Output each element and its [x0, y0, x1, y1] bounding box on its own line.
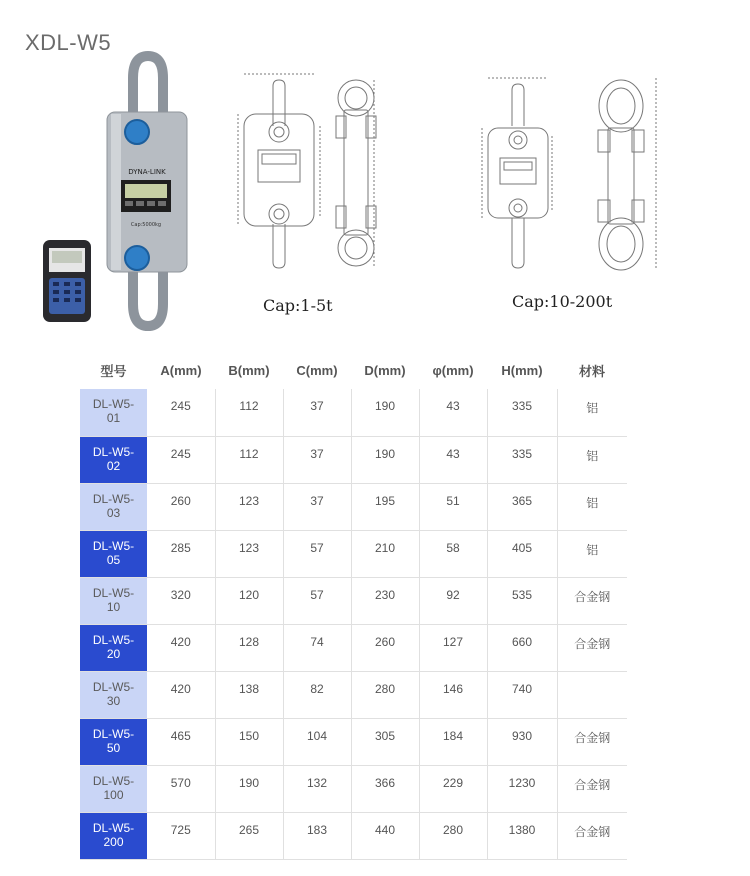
header-h: H(mm) [501, 363, 543, 378]
cell-d: 305 [351, 718, 419, 765]
cell-phi: 43 [419, 389, 487, 436]
cell-material: 合金钢 [557, 624, 627, 671]
cell-c: 183 [283, 812, 351, 859]
cell-h: 930 [487, 718, 557, 765]
cell-phi: 58 [419, 530, 487, 577]
cell-model [80, 765, 147, 812]
cell-h: 535 [487, 577, 557, 624]
model-prefix: DL-W5- [92, 632, 135, 647]
bottom-bolt-icon [125, 246, 149, 270]
cell-b: 138 [215, 671, 283, 718]
cell-model [80, 483, 147, 530]
model-suffix: 20 [106, 646, 121, 661]
diagram-large-capacity [478, 66, 663, 276]
device-brand: DYNA-LINK [128, 168, 166, 176]
model-suffix: 10 [106, 599, 121, 614]
cell-b: 190 [215, 765, 283, 812]
cell-c: 37 [283, 483, 351, 530]
cell-d: 366 [351, 765, 419, 812]
header-phi: φ(mm) [432, 363, 474, 378]
cell-a: 465 [147, 718, 215, 765]
table-row [80, 530, 627, 577]
cell-material: 铝 [557, 530, 627, 577]
model-suffix: 02 [106, 458, 121, 473]
cell-model [80, 436, 147, 483]
cell-c: 74 [283, 624, 351, 671]
header-a: A(mm) [160, 363, 202, 378]
cell-material: 铝 [557, 436, 627, 483]
top-bolt-icon [125, 120, 149, 144]
cell-d: 230 [351, 577, 419, 624]
cell-a: 420 [147, 624, 215, 671]
handheld-remote [43, 240, 91, 322]
cell-c: 57 [283, 530, 351, 577]
cell-a: 245 [147, 389, 215, 436]
diagram-small-capacity [228, 66, 378, 276]
cell-a: 285 [147, 530, 215, 577]
table-row [80, 624, 627, 671]
cell-d: 440 [351, 812, 419, 859]
cell-b: 123 [215, 530, 283, 577]
cell-a: 320 [147, 577, 215, 624]
model-suffix: 30 [106, 693, 121, 708]
cell-c: 104 [283, 718, 351, 765]
model-suffix: 01 [106, 411, 121, 425]
header-b: B(mm) [228, 363, 270, 378]
cell-h: 660 [487, 624, 557, 671]
model-suffix: 05 [106, 552, 121, 567]
model-prefix: DL-W5- [92, 726, 135, 741]
model-prefix: DL-W5- [92, 538, 135, 553]
cell-d: 210 [351, 530, 419, 577]
table-row [80, 812, 627, 859]
device-capacity-label: Cap:5000kg [130, 222, 162, 228]
cell-h: 1230 [487, 765, 557, 812]
cell-b: 123 [215, 483, 283, 530]
model-suffix: 50 [106, 740, 121, 755]
cell-c: 37 [283, 436, 351, 483]
cell-d: 260 [351, 624, 419, 671]
cell-c: 132 [283, 765, 351, 812]
cell-model [80, 812, 147, 859]
cell-material: 合金钢 [557, 765, 627, 812]
table-row [80, 483, 627, 530]
model-suffix: 100 [103, 787, 124, 802]
caption-small-capacity: Cap:1-5t [263, 296, 333, 315]
cell-a: 570 [147, 765, 215, 812]
model-prefix: DL-W5- [92, 820, 135, 835]
cell-h: 1380 [487, 812, 557, 859]
cell-phi: 127 [419, 624, 487, 671]
model-prefix: DL-W5- [92, 397, 135, 411]
cell-d: 190 [351, 436, 419, 483]
header-d: D(mm) [364, 363, 406, 378]
cell-d: 280 [351, 671, 419, 718]
cell-material: 铝 [557, 389, 627, 436]
cell-phi: 92 [419, 577, 487, 624]
table-row [80, 577, 627, 624]
cell-a: 420 [147, 671, 215, 718]
table-row [80, 436, 627, 483]
cell-d: 190 [351, 389, 419, 436]
cell-b: 112 [215, 436, 283, 483]
cell-phi: 43 [419, 436, 487, 483]
cell-model [80, 577, 147, 624]
model-prefix: DL-W5- [92, 773, 135, 788]
cell-a: 245 [147, 436, 215, 483]
cell-c: 37 [283, 389, 351, 436]
cell-b: 150 [215, 718, 283, 765]
page-title: XDL-W5 [25, 30, 112, 55]
model-suffix: 03 [106, 505, 121, 520]
cell-a: 260 [147, 483, 215, 530]
caption-large-capacity: Cap:10-200t [512, 292, 613, 311]
cell-h: 740 [487, 671, 557, 718]
cell-phi: 229 [419, 765, 487, 812]
cell-material: 合金钢 [557, 812, 627, 859]
cell-h: 365 [487, 483, 557, 530]
table-row [80, 671, 627, 718]
header-material: 材料 [578, 364, 605, 379]
cell-model [80, 671, 147, 718]
model-prefix: DL-W5- [92, 679, 135, 694]
cell-b: 128 [215, 624, 283, 671]
cell-model [80, 530, 147, 577]
cell-b: 112 [215, 389, 283, 436]
cell-material: 合金钢 [557, 718, 627, 765]
table-header-row [80, 352, 627, 389]
product-photo [35, 50, 215, 340]
cell-h: 405 [487, 530, 557, 577]
cell-d: 195 [351, 483, 419, 530]
cell-b: 265 [215, 812, 283, 859]
table-row [80, 765, 627, 812]
cell-model [80, 389, 147, 436]
cell-model [80, 624, 147, 671]
cell-h: 335 [487, 389, 557, 436]
table-row [80, 718, 627, 765]
cell-material: 铝 [557, 483, 627, 530]
cell-phi: 51 [419, 483, 487, 530]
cell-a: 725 [147, 812, 215, 859]
model-suffix: 200 [103, 834, 124, 849]
model-prefix: DL-W5- [92, 585, 135, 600]
top-shackle [133, 56, 163, 120]
cell-h: 335 [487, 436, 557, 483]
spec-table [80, 352, 627, 860]
cell-phi: 146 [419, 671, 487, 718]
cell-model [80, 718, 147, 765]
cell-material: 合金钢 [557, 577, 627, 624]
table-row [80, 389, 627, 436]
model-prefix: DL-W5- [92, 444, 135, 459]
cell-c: 57 [283, 577, 351, 624]
cell-material [557, 671, 627, 718]
header-c: C(mm) [296, 363, 338, 378]
cell-phi: 280 [419, 812, 487, 859]
cell-b: 120 [215, 577, 283, 624]
cell-phi: 184 [419, 718, 487, 765]
header-model: 型号 [100, 364, 127, 379]
cell-c: 82 [283, 671, 351, 718]
model-prefix: DL-W5- [92, 491, 135, 506]
